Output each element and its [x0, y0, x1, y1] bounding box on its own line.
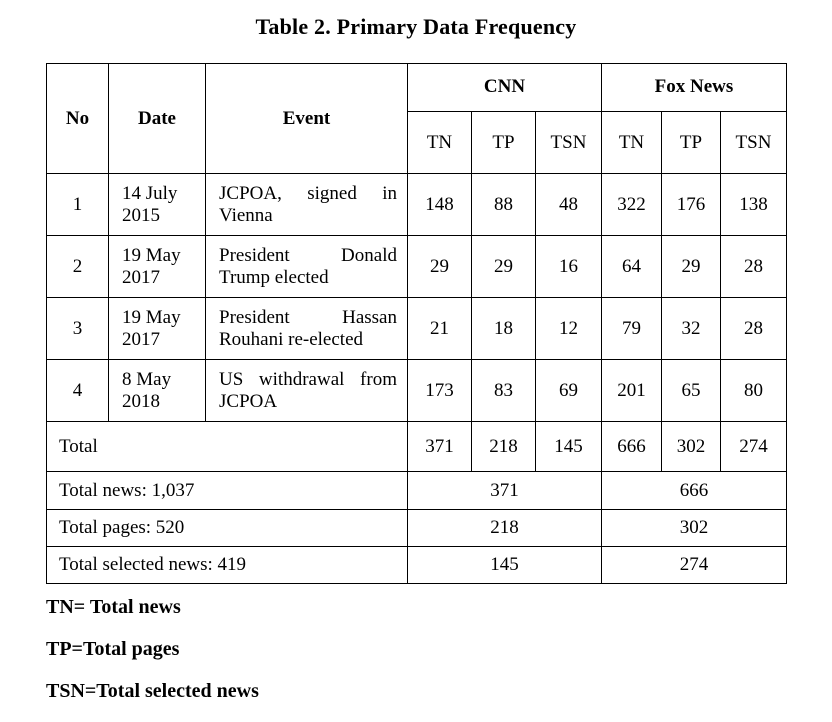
row-no: 4 — [47, 360, 109, 422]
subheader-fox-tn: TN — [602, 112, 662, 174]
summary-fox: 274 — [602, 547, 787, 584]
cell-cnn-tn: 173 — [408, 360, 472, 422]
cell-cnn-tn: 148 — [408, 174, 472, 236]
row-event: President Donald Trump elected — [206, 236, 408, 298]
row-date: 8 May 2018 — [109, 360, 206, 422]
subheader-cnn-tn: TN — [408, 112, 472, 174]
row-event: US withdrawal from JCPOA — [206, 360, 408, 422]
cell-cnn-tsn: 48 — [536, 174, 602, 236]
header-no: No — [47, 64, 109, 174]
row-no: 1 — [47, 174, 109, 236]
table-row — [47, 360, 787, 422]
summary-cnn: 145 — [408, 547, 602, 584]
cell-fox-tsn: 28 — [721, 236, 787, 298]
header-fox-news: Fox News — [602, 64, 787, 112]
total-fox-tp: 302 — [662, 422, 721, 472]
cell-fox-tp: 65 — [662, 360, 721, 422]
summary-label: Total pages: 520 — [47, 510, 408, 547]
cell-fox-tsn: 28 — [721, 298, 787, 360]
cell-cnn-tp: 18 — [472, 298, 536, 360]
row-date: 19 May 2017 — [109, 236, 206, 298]
row-event: JCPOA, signed in Vienna — [206, 174, 408, 236]
legend-tp: TP=Total pages — [46, 638, 180, 660]
total-fox-tn: 666 — [602, 422, 662, 472]
cell-cnn-tsn: 12 — [536, 298, 602, 360]
summary-row — [47, 472, 787, 510]
summary-cnn: 371 — [408, 472, 602, 510]
total-cnn-tsn: 145 — [536, 422, 602, 472]
header-date: Date — [109, 64, 206, 174]
row-date: 19 May 2017 — [109, 298, 206, 360]
row-no: 3 — [47, 298, 109, 360]
cell-fox-tn: 201 — [602, 360, 662, 422]
cell-cnn-tsn: 69 — [536, 360, 602, 422]
cell-fox-tn: 322 — [602, 174, 662, 236]
cell-fox-tsn: 80 — [721, 360, 787, 422]
cell-cnn-tn: 29 — [408, 236, 472, 298]
total-row — [47, 422, 787, 472]
summary-fox: 666 — [602, 472, 787, 510]
cell-fox-tn: 64 — [602, 236, 662, 298]
row-no: 2 — [47, 236, 109, 298]
cell-fox-tsn: 138 — [721, 174, 787, 236]
row-event: President Hassan Rouhani re-elected — [206, 298, 408, 360]
subheader-cnn-tp: TP — [472, 112, 536, 174]
cell-cnn-tn: 21 — [408, 298, 472, 360]
legend-tsn: TSN=Total selected news — [46, 680, 259, 702]
header-event: Event — [206, 64, 408, 174]
summary-label: Total news: 1,037 — [47, 472, 408, 510]
cell-cnn-tp: 88 — [472, 174, 536, 236]
table-row — [47, 236, 787, 298]
legend-tn: TN= Total news — [46, 596, 181, 618]
header-cnn: CNN — [408, 64, 602, 112]
total-cnn-tn: 371 — [408, 422, 472, 472]
cell-cnn-tsn: 16 — [536, 236, 602, 298]
subheader-fox-tsn: TSN — [721, 112, 787, 174]
summary-row — [47, 547, 787, 584]
subheader-fox-tp: TP — [662, 112, 721, 174]
cell-fox-tp: 29 — [662, 236, 721, 298]
cell-cnn-tp: 83 — [472, 360, 536, 422]
summary-row — [47, 510, 787, 547]
table-row — [47, 174, 787, 236]
summary-label: Total selected news: 419 — [47, 547, 408, 584]
subheader-cnn-tsn: TSN — [536, 112, 602, 174]
primary-data-frequency-table — [46, 63, 787, 584]
cell-fox-tp: 32 — [662, 298, 721, 360]
table-row — [47, 298, 787, 360]
cell-cnn-tp: 29 — [472, 236, 536, 298]
summary-fox: 302 — [602, 510, 787, 547]
summary-cnn: 218 — [408, 510, 602, 547]
row-date: 14 July 2015 — [109, 174, 206, 236]
cell-fox-tn: 79 — [602, 298, 662, 360]
total-label: Total — [47, 422, 408, 472]
table-title: Table 2. Primary Data Frequency — [255, 14, 577, 39]
total-cnn-tp: 218 — [472, 422, 536, 472]
total-fox-tsn: 274 — [721, 422, 787, 472]
cell-fox-tp: 176 — [662, 174, 721, 236]
